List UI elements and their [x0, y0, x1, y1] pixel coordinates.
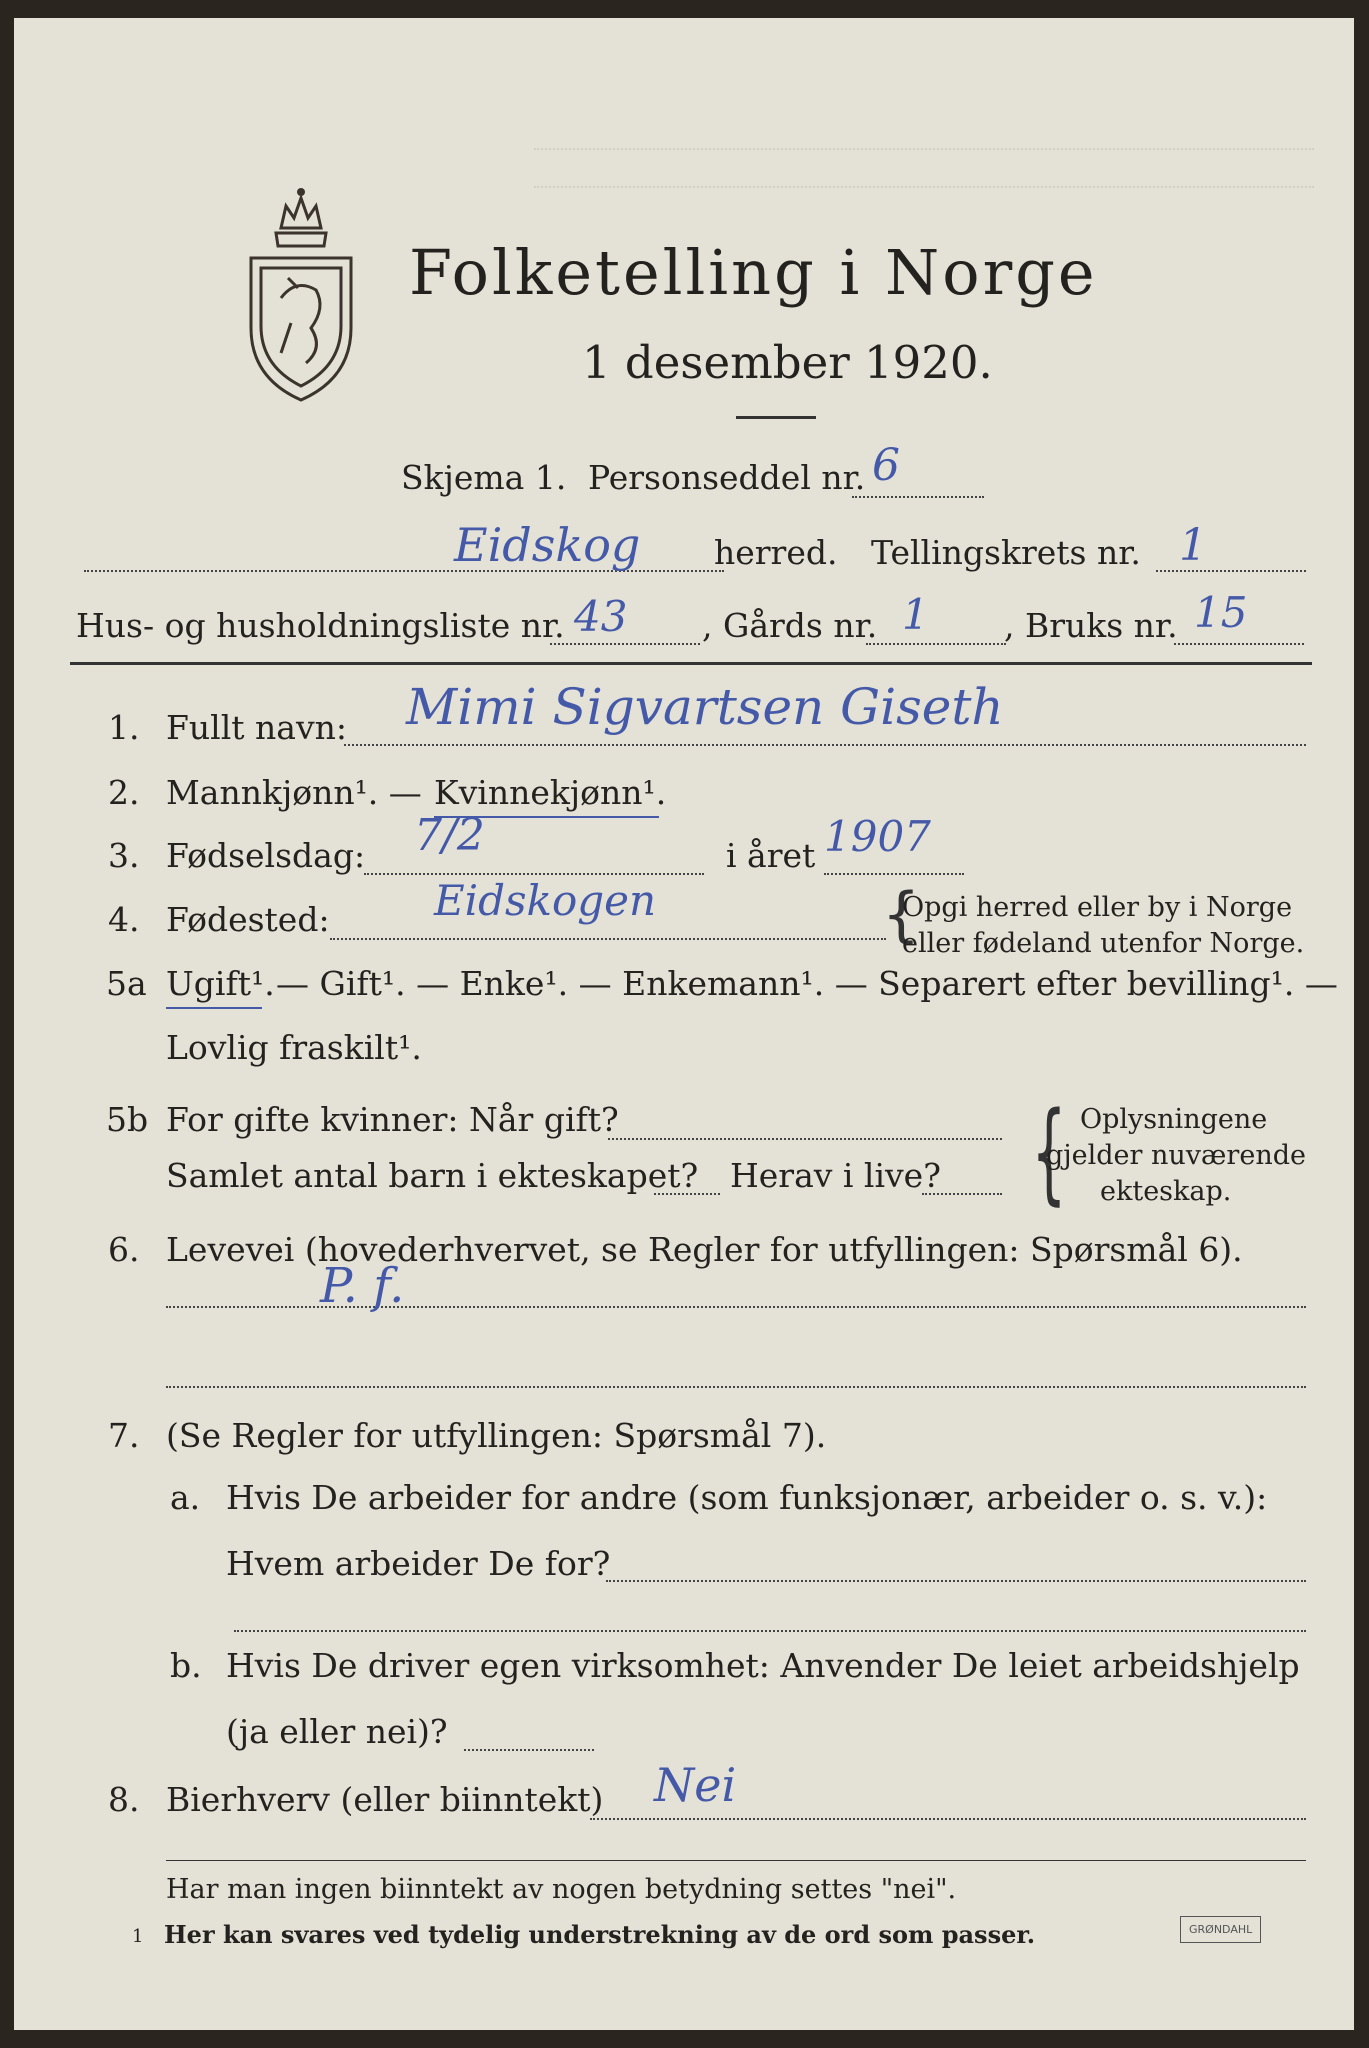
q7a-line2 — [234, 1630, 1306, 1632]
q6-occupation[interactable]: P. f. — [320, 1258, 405, 1314]
form-title: Folketelling i Norge — [409, 236, 1098, 309]
q5b-gift-line — [608, 1138, 1002, 1140]
q7a-text2: Hvem arbeider De for? — [226, 1544, 611, 1583]
gards-value[interactable]: 1 — [902, 590, 929, 639]
q7b-text: Hvis De driver egen virksomhet: Anvender De leiet arbeidshjelp — [226, 1646, 1300, 1685]
footnote-number: 1 — [132, 1926, 144, 1947]
bruks-label: , Bruks nr. — [1004, 606, 1178, 645]
q1-full-name[interactable]: Mimi Sigvartsen Giseth — [406, 678, 1004, 736]
q8-side-income[interactable]: Nei — [654, 1758, 737, 1812]
q5a-underline — [166, 1007, 262, 1009]
bruks-value[interactable]: 15 — [1194, 588, 1248, 637]
q5b-note-line1: Oplysningene — [1080, 1104, 1268, 1135]
skjema-label: Skjema 1. — [401, 458, 567, 497]
q5b-live-line — [922, 1193, 1002, 1195]
q5b-line1: For gifte kvinner: Når gift? — [166, 1100, 619, 1139]
q1-number: 1. — [108, 708, 140, 747]
printer-stamp: GRØNDAHL — [1180, 1916, 1261, 1943]
q3-number: 3. — [108, 836, 140, 875]
census-date: 1 desember 1920. — [582, 336, 993, 389]
q5b-live-label: Herav i live? — [730, 1156, 941, 1195]
footnote-text: Her kan svares ved tydelig understrekning av de ord som passer. — [164, 1920, 1036, 1949]
q5a-fraskilt[interactable]: Lovlig fraskilt¹. — [166, 1028, 422, 1067]
q4-label: Fødested: — [166, 900, 330, 939]
q2-mannkjonn[interactable]: Mannkjønn¹. — — [166, 773, 422, 812]
gards-line — [866, 643, 1006, 645]
q2-kvinnekjonn[interactable]: Kvinnekjønn¹. — [434, 773, 667, 812]
q4-birthplace[interactable]: Eidskogen — [434, 876, 657, 925]
hus-line — [550, 643, 700, 645]
footer-note: Har man ingen biinntekt av nogen betydning settes "nei". — [166, 1874, 957, 1905]
q7a-text: Hvis De arbeider for andre (som funksjonær, arbeider o. s. v.): — [226, 1478, 1268, 1517]
q7-number: 7. — [108, 1416, 140, 1455]
q7-label: (Se Regler for utfyllingen: Spørsmål 7). — [166, 1416, 827, 1455]
q5b-brace: { — [1031, 1088, 1067, 1216]
q7b-text2: (ja eller nei)? — [226, 1712, 448, 1751]
personseddel-value[interactable]: 6 — [872, 440, 900, 491]
q1-line — [344, 744, 1306, 746]
q3-birth-year[interactable]: 1907 — [824, 812, 931, 861]
q2-number: 2. — [108, 773, 140, 812]
herred-label: herred. — [714, 533, 838, 572]
q3-label: Fødselsdag: — [166, 836, 366, 875]
q7b-line — [464, 1749, 594, 1751]
q8-line — [590, 1818, 1306, 1820]
q4-line — [330, 938, 886, 940]
gards-label: , Gårds nr. — [702, 606, 878, 645]
census-form — [14, 18, 1354, 2030]
hus-value[interactable]: 43 — [574, 592, 628, 641]
footer-divider — [166, 1860, 1306, 1861]
tellingskrets-label: Tellingskrets nr. — [871, 533, 1141, 572]
q3-birthday[interactable]: 7/2 — [414, 810, 485, 861]
q5a-number: 5a — [106, 964, 147, 1003]
q4-note-line1: Opgi herred eller by i Norge — [902, 892, 1293, 923]
q5a-options[interactable]: — Gift¹. — Enke¹. — Enkemann¹. — Separert efter bevilling¹. — — [276, 964, 1338, 1003]
herred-value[interactable]: Eidskog — [454, 518, 641, 572]
q4-note-line2: eller fødeland utenfor Norge. — [902, 928, 1305, 959]
norwegian-coat-of-arms-icon — [236, 178, 366, 408]
tellingskrets-value[interactable]: 1 — [1179, 520, 1207, 571]
q5b-number: 5b — [106, 1100, 149, 1139]
q8-label: Bierhverv (eller biinntekt) — [166, 1780, 604, 1819]
q7b-letter: b. — [170, 1646, 202, 1685]
q5b-barn-label: Samlet antal barn i ekteskapet? — [166, 1156, 699, 1195]
q5b-note-line2: gjelder nuværende — [1046, 1140, 1306, 1171]
personseddel-line — [852, 496, 984, 498]
q8-number: 8. — [108, 1780, 140, 1819]
q5a-ugift[interactable]: Ugift¹. — [166, 964, 275, 1003]
q1-label: Fullt navn: — [166, 708, 347, 747]
bleed-through-text — [534, 118, 1314, 228]
q4-brace: { — [882, 880, 921, 950]
q5b-barn-line — [654, 1193, 720, 1195]
header-divider — [70, 662, 1312, 665]
q5b-note-line3: ekteskap. — [1100, 1176, 1232, 1207]
q7a-letter: a. — [170, 1478, 201, 1517]
q6-line2 — [166, 1386, 1306, 1388]
title-rule — [736, 416, 816, 419]
q3-year-label: i året — [726, 836, 816, 875]
q7a-line1 — [606, 1580, 1306, 1582]
hus-label: Hus- og husholdningsliste nr. — [76, 606, 565, 645]
q3-year-line — [824, 873, 964, 875]
q6-label: Levevei (hovederhvervet, se Regler for utfyllingen: Spørsmål 6). — [166, 1230, 1243, 1269]
q4-number: 4. — [108, 900, 140, 939]
personseddel-label: Personseddel nr. — [588, 458, 866, 497]
q3-line — [364, 873, 704, 875]
q6-number: 6. — [108, 1230, 140, 1269]
bruks-line — [1174, 643, 1304, 645]
